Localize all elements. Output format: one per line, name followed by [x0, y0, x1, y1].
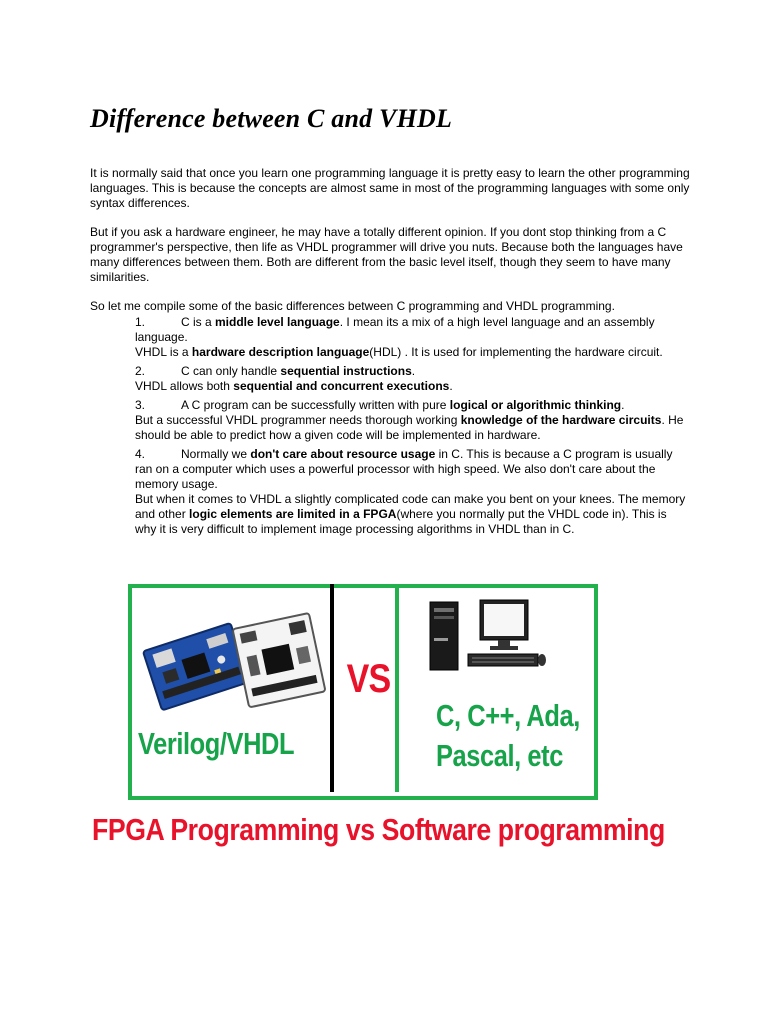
- list-item-vhdl-text: [135, 413, 690, 443]
- vs-label: VS: [346, 657, 391, 701]
- list-item-vhdl-text: [135, 492, 690, 537]
- emphasis-text: sequential and concurrent executions: [233, 379, 450, 393]
- paragraph-hardware-engineer: But if you ask a hardware engineer, he may have a totally different opinion. If you dont stop thinking from a C programmer's perspective, then life as VHDL programmer will drive you nuts. Because both the languages have many differences between them. Both are different from the basic level itself, though they seem to have many similarities.: [90, 225, 683, 284]
- paragraph-intro: It is normally said that once you learn one programming language it is pretty easy to learn the other programming languages. This is because the concepts are almost same in most of the programming languages with some only syntax differences.: [90, 166, 690, 210]
- body-text: .: [411, 364, 416, 378]
- emphasis-text: knowledge of the hardware circuits: [460, 413, 662, 427]
- emphasis-text: don't care about resource usage: [250, 447, 436, 461]
- list-item-vhdl-text: [135, 379, 690, 394]
- list-item-c-text: [135, 398, 690, 413]
- list-item-c-text: [135, 447, 690, 492]
- list-item-c-text: [135, 364, 690, 379]
- emphasis-text: middle level language: [215, 315, 340, 329]
- comparison-figure: [128, 584, 598, 800]
- figure-divider-left: [330, 584, 334, 792]
- emphasis-text: logic elements are limited in a FPGA: [189, 507, 397, 521]
- body-text: .: [449, 379, 453, 393]
- list-item-number: 4.: [135, 447, 146, 461]
- list-item: [135, 364, 690, 394]
- software-languages-line1: C, C++, Ada,: [436, 698, 580, 733]
- list-item-number: 1.: [135, 315, 146, 329]
- verilog-vhdl-label: Verilog/VHDL: [138, 726, 295, 761]
- list-item-vhdl-text: [135, 345, 690, 360]
- body-text: C can only handle: [181, 364, 281, 378]
- list-item-c-text: [135, 315, 690, 345]
- differences-list: [135, 315, 690, 541]
- figure-divider-right: [395, 584, 399, 792]
- body-text: (where you normally put the VHDL code in). This is why it is very difficult to implement image processing algorithms in VHDL than in C.: [135, 507, 667, 536]
- body-text: .: [621, 398, 625, 412]
- list-item: [135, 315, 690, 360]
- body-text: . He should be able to predict how a given code will be implemented in hardware.: [135, 413, 684, 442]
- body-text: But when it comes to VHDL a slightly complicated code can make you bent on your knees. The memory and other: [135, 492, 686, 521]
- body-text: in C. This is because a C program is usually ran on a computer which uses a powerful processor with high speed. We also don't care about the memory usage.: [135, 447, 673, 491]
- page-title: Difference between C and VHDL: [90, 104, 453, 133]
- body-text: Normally we: [181, 447, 251, 461]
- body-text: A C program can be successfully written with pure: [181, 398, 450, 412]
- figure-caption: FPGA Programming vs Software programming: [92, 812, 665, 847]
- emphasis-text: hardware description language: [191, 345, 370, 359]
- list-item-number: 2.: [135, 364, 146, 378]
- body-text: (HDL) . It is used for implementing the hardware circuit.: [369, 345, 663, 359]
- list-item-number: 3.: [135, 398, 146, 412]
- body-text: . I mean its a mix of a high level language and an assembly language.: [135, 315, 655, 344]
- body-text: VHDL is a: [135, 345, 192, 359]
- list-item: [135, 447, 690, 537]
- paragraph-compile: So let me compile some of the basic differences between C programming and VHDL programming.: [90, 299, 615, 313]
- body-text: VHDL allows both: [135, 379, 234, 393]
- software-languages-label: [436, 696, 580, 776]
- emphasis-text: logical or algorithmic thinking: [449, 398, 622, 412]
- list-item: [135, 398, 690, 443]
- emphasis-text: sequential instructions: [280, 364, 412, 378]
- fpga-boards-image: [142, 606, 327, 716]
- body-text: But a successful VHDL programmer needs thorough working: [135, 413, 461, 427]
- software-languages-line2: Pascal, etc: [436, 738, 563, 773]
- desktop-computer-image: [428, 598, 548, 674]
- body-text: C is a: [181, 315, 216, 329]
